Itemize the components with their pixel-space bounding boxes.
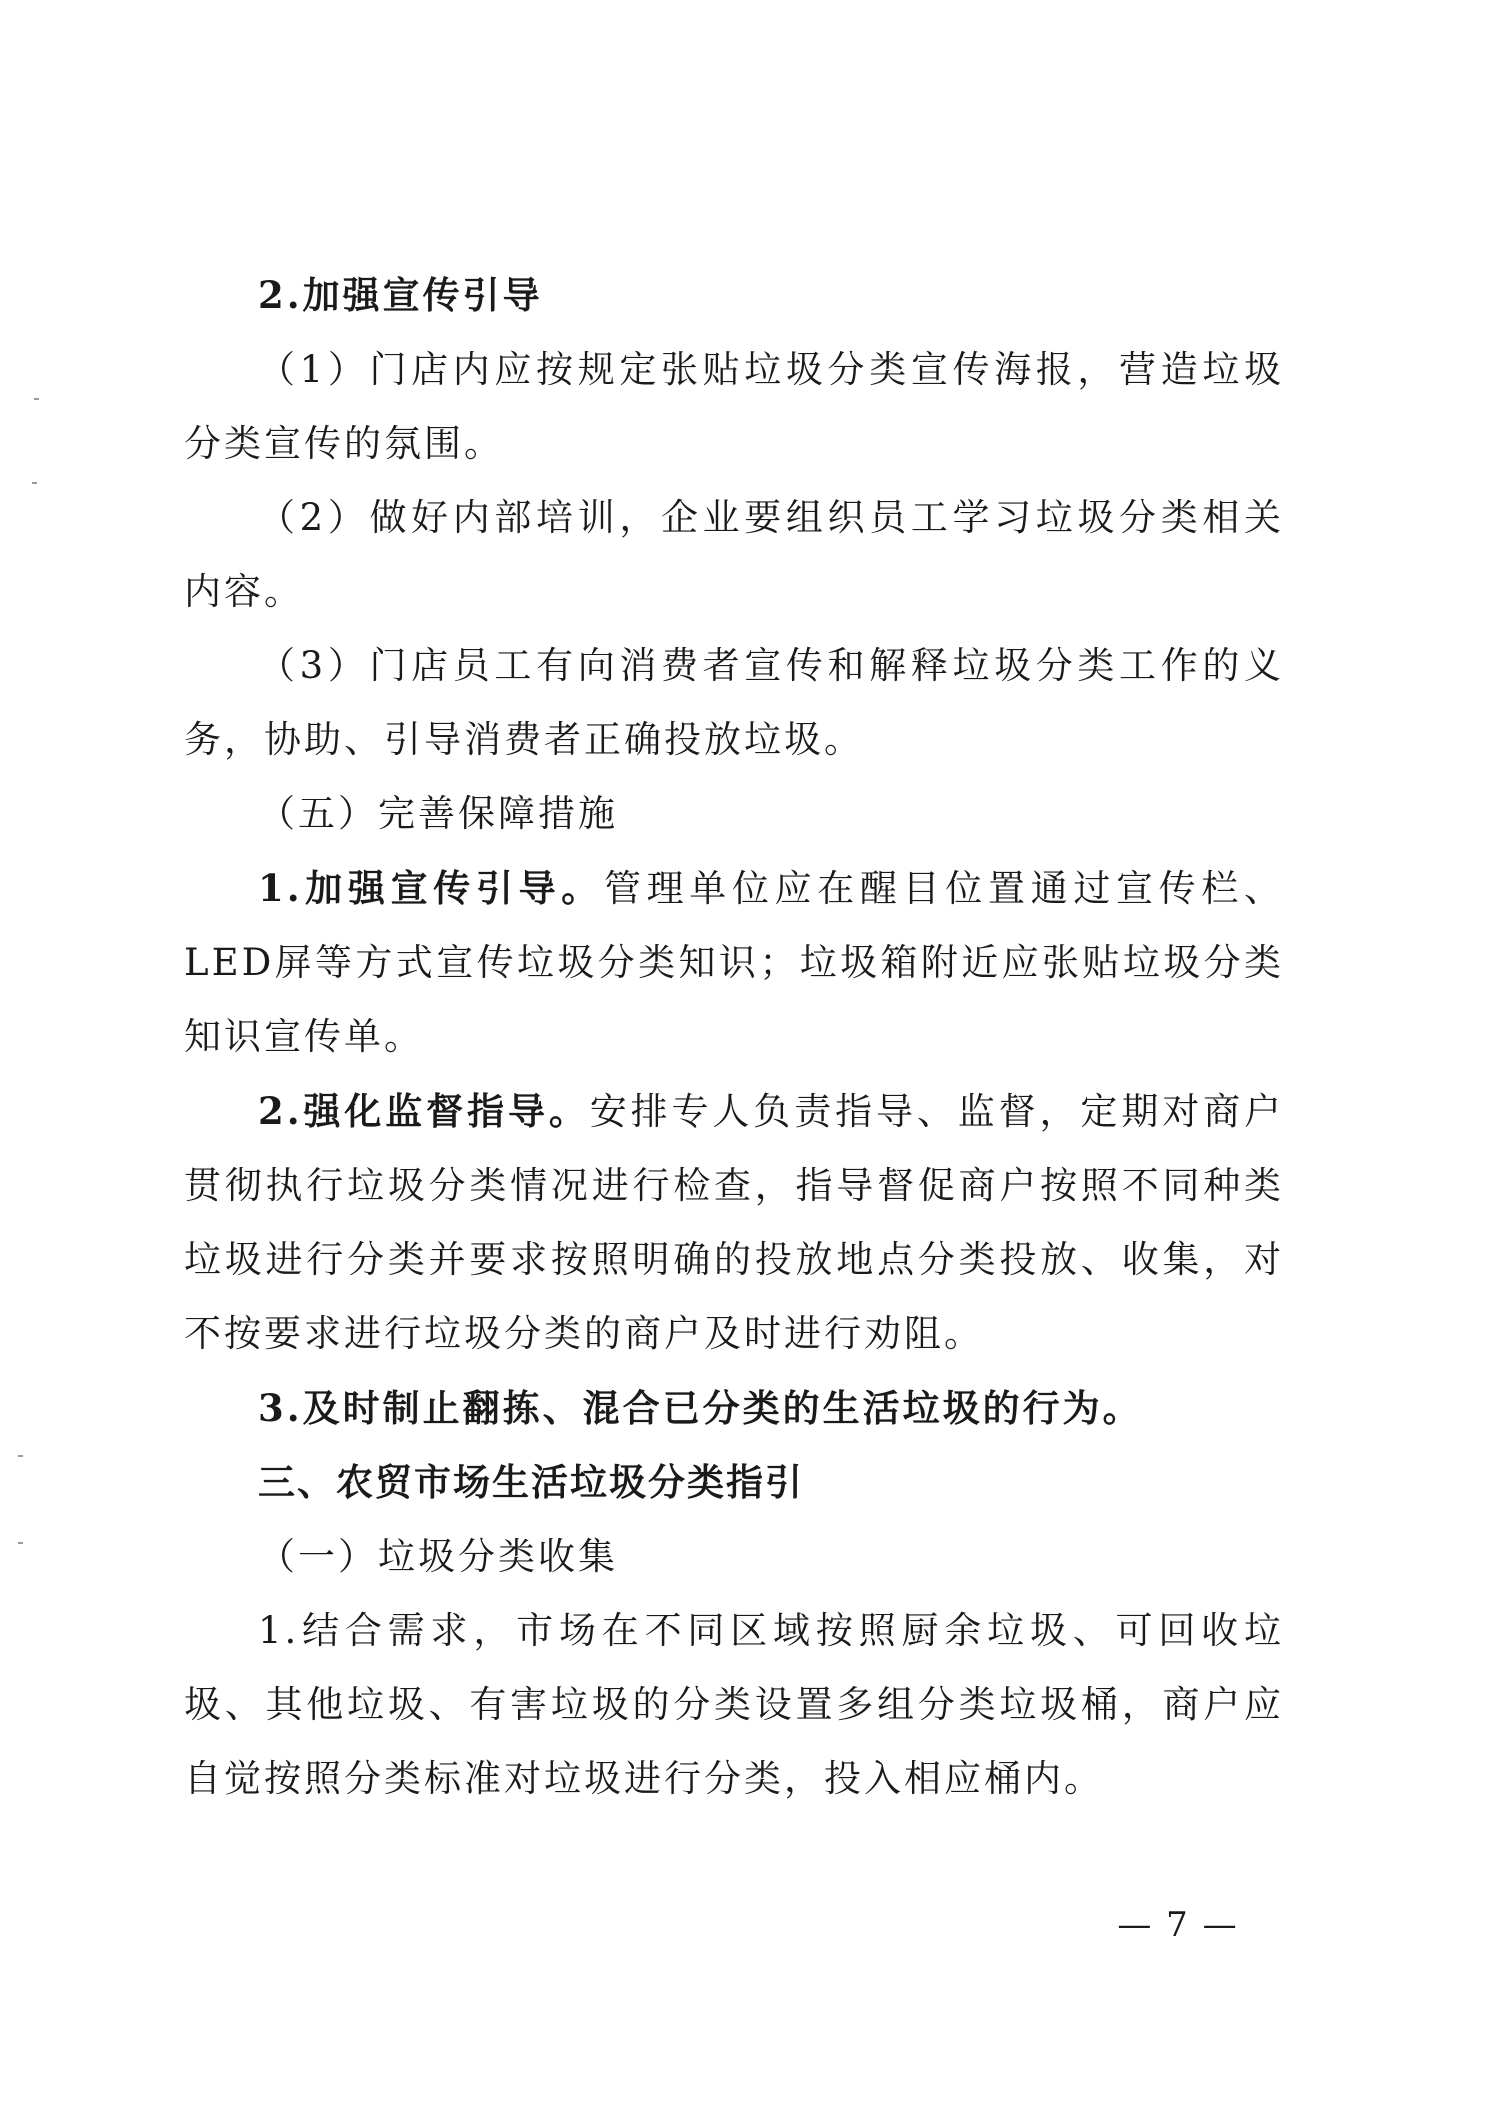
paragraph-lead: 2.强化监督指导。 xyxy=(258,1089,590,1133)
paragraph-text: （五）完善保障措施 xyxy=(258,792,618,835)
paragraph-text: （一）垃圾分类收集 xyxy=(258,1535,618,1578)
paragraph-subheading xyxy=(184,258,1284,333)
scan-speck xyxy=(32,482,37,484)
page-number: — 7 — xyxy=(1117,1905,1239,1945)
scan-speck xyxy=(18,1542,23,1544)
paragraph-text: （1）门店内应按规定张贴垃圾分类宣传海报，营造垃圾分类宣传的氛围。 xyxy=(184,348,1284,465)
scan-speck xyxy=(18,1455,23,1457)
paragraph xyxy=(184,481,1284,629)
paragraph-text: （2）做好内部培训，企业要组织员工学习垃圾分类相关内容。 xyxy=(184,496,1284,613)
paragraph xyxy=(184,1371,1284,1446)
paragraph-lead: 1.加强宣传引导。 xyxy=(258,866,604,910)
body-text xyxy=(184,258,1284,1816)
paragraph xyxy=(184,333,1284,481)
paragraph-text: 1.结合需求，市场在不同区域按照厨余垃圾、可回收垃圾、其他垃圾、有害垃圾的分类设置多组分类垃圾桶，商户应自觉按照分类标准对垃圾进行分类，投入相应桶内。 xyxy=(184,1609,1284,1800)
paragraph-lead: 3.及时制止翻拣、混合已分类的生活垃圾的行为。 xyxy=(258,1386,1143,1430)
paragraph-text: （3）门店员工有向消费者宣传和解释垃圾分类工作的义务，协助、引导消费者正确投放垃圾。 xyxy=(184,644,1284,761)
chapter-heading xyxy=(184,1446,1284,1520)
section-heading xyxy=(184,777,1284,851)
paragraph xyxy=(184,629,1284,777)
heading-text: 三、农贸市场生活垃圾分类指引 xyxy=(258,1461,804,1504)
paragraph xyxy=(184,851,1284,1074)
scan-speck xyxy=(34,398,39,400)
section-heading xyxy=(184,1520,1284,1594)
paragraph xyxy=(184,1074,1284,1371)
paragraph xyxy=(184,1594,1284,1816)
paragraph-text: 安排专人负责指导、监督，定期对商户贯彻执行垃圾分类情况进行检查，指导督促商户按照不同种类垃圾进行分类并要求按照明确的投放地点分类投放、收集，对不按要求进行垃圾分类的商户及时进行劝阻。 xyxy=(184,1090,1284,1355)
paragraph-text: 管理单位应在醒目位置通过宣传栏、LED屏等方式宣传垃圾分类知识；垃圾箱附近应张贴垃圾分类知识宣传单。 xyxy=(184,867,1284,1058)
paragraph-lead: 2.加强宣传引导 xyxy=(258,273,543,317)
